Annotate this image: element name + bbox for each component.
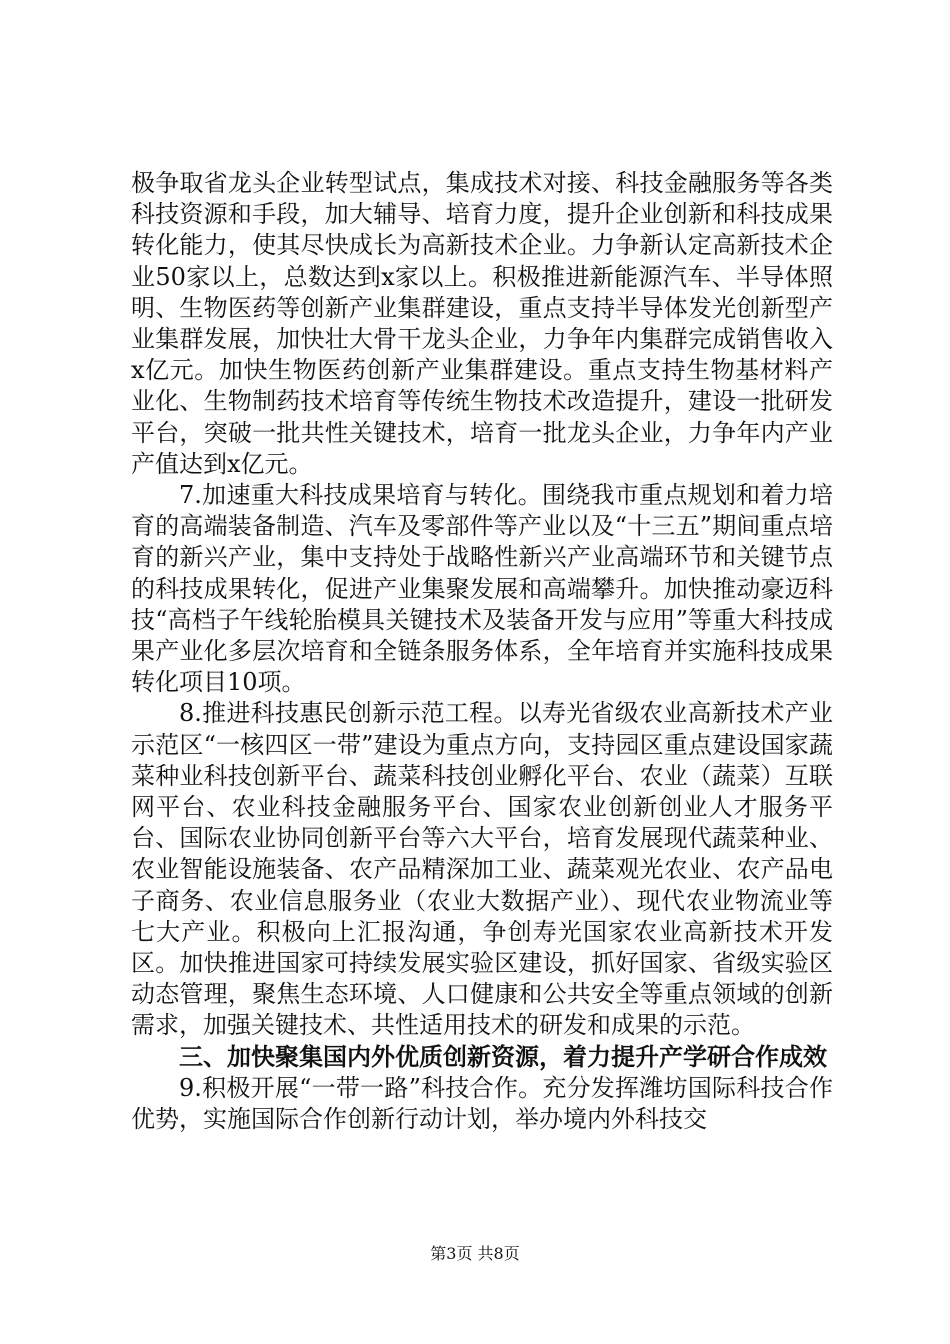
page-footer: 第3页 共8页 <box>430 1244 520 1263</box>
paragraph-continuation: 极争取省龙头企业转型试点，集成技术对接、科技金融服务等各类科技资源和手段，加大辅导、培育力度，提升企业创新和科技成果转化能力，使其尽快成长为高新技术企业。力争新认定高新技术企业50家以上，总数达到x家以上。积极推进新能源汽车、半导体照明、生物医药等创新产业集群建设，重点支持半导体发光创新型产业集群发展，加快壮大骨干龙头企业，力争年内集群完成销售收入x亿元。加快生物医药创新产业集群建设。重点支持生物基材料产业化、生物制药技术培育等传统生物技术改造提升，建设一批研发平台，突破一批共性关键技术，培育一批龙头企业，力争年内产业产值达到x亿元。 <box>131 169 833 478</box>
paragraph-9: 9.积极开展“一带一路”科技合作。充分发挥潍坊国际科技合作优势，实施国际合作创新行动计划，举办境内外科技交 <box>131 1073 833 1134</box>
paragraph-8: 8.推进科技惠民创新示范工程。以寿光省级农业高新技术产业示范区“一核四区一带”建设为重点方向，支持园区重点建设国家蔬菜种业科技创新平台、蔬菜科技创业孵化平台、农业（蔬菜）互联网平台、农业科技金融服务平台、国家农业创新创业人才服务平台、国际农业协同创新平台等六大平台，培育发展现代蔬菜种业、农业智能设施装备、农产品精深加工业、蔬菜观光农业、农产品电子商务、农业信息服务业（农业大数据产业）、现代农业物流业等七大产业。积极向上汇报沟通，争创寿光国家农业高新技术开发区。加快推进国家可持续发展实验区建设，抓好国家、省级实验区动态管理，聚焦生态环境、人口健康和公共安全等重点领域的创新需求，加强关键技术、共性适用技术的研发和成果的示范。 <box>131 699 833 1040</box>
paragraph-7: 7.加速重大科技成果培育与转化。围绕我市重点规划和着力培育的高端装备制造、汽车及零部件等产业以及“十三五”期间重点培育的新兴产业，集中支持处于战略性新兴产业高端环节和关键节点的科技成果转化，促进产业集聚发展和高端攀升。加快推动豪迈科技“高档子午线轮胎模具关键技术及装备开发与应用”等重大科技成果产业化多层次培育和全链条服务体系，全年培育并实施科技成果转化项目10项。 <box>131 481 833 697</box>
document-body <box>131 168 833 1135</box>
section-heading-3: 三、加快聚集国内外优质创新资源，着力提升产学研合作成效 <box>179 1042 827 1071</box>
